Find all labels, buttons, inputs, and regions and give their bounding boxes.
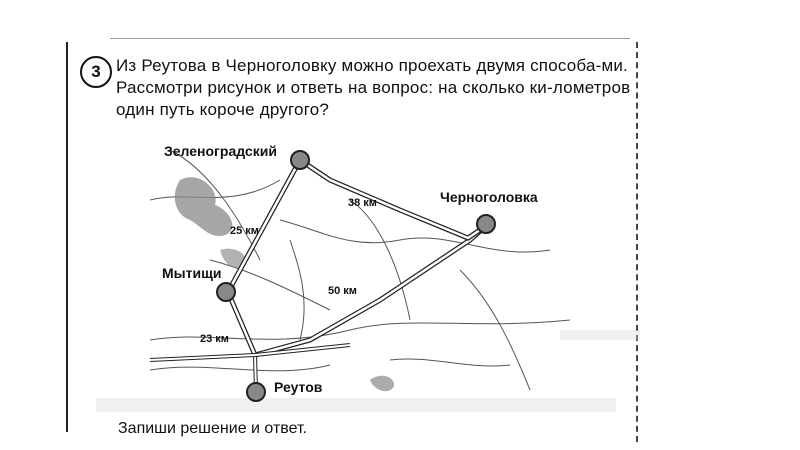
distance-reu-myt: 23 км: [200, 333, 229, 345]
label-zelenograd: Зеленоградский: [164, 143, 277, 159]
distance-myt-zel: 25 км: [230, 225, 259, 237]
task-text: Из Реутова в Черноголовку можно проехать двумя способа-ми. Рассмотри рисунок и ответь на вопрос: на сколько ки-лометров один путь короче другого?: [116, 56, 631, 119]
bleed-through-text: [560, 330, 640, 340]
marker-mytishchi: [217, 283, 235, 301]
pond-shape: [370, 376, 394, 391]
lake-shape: [175, 177, 233, 236]
label-chernogolovka: Черноголовка: [440, 189, 538, 205]
marker-zelenograd: [291, 151, 309, 169]
marker-reutov: [247, 383, 265, 401]
distance-zel-cher: 38 км: [348, 197, 377, 209]
distance-reu-cher: 50 км: [328, 285, 357, 297]
page-margin-line: [66, 42, 68, 432]
route-map: [150, 140, 570, 410]
page-cut-line: [636, 42, 638, 442]
task-number-badge: 3: [80, 56, 112, 88]
label-reutov: Реутов: [274, 379, 323, 395]
label-mytishchi: Мытищи: [162, 265, 222, 281]
instruction-footer: Запиши решение и ответ.: [118, 420, 307, 437]
marker-chernogolovka: [477, 215, 495, 233]
top-rule: [110, 38, 630, 39]
